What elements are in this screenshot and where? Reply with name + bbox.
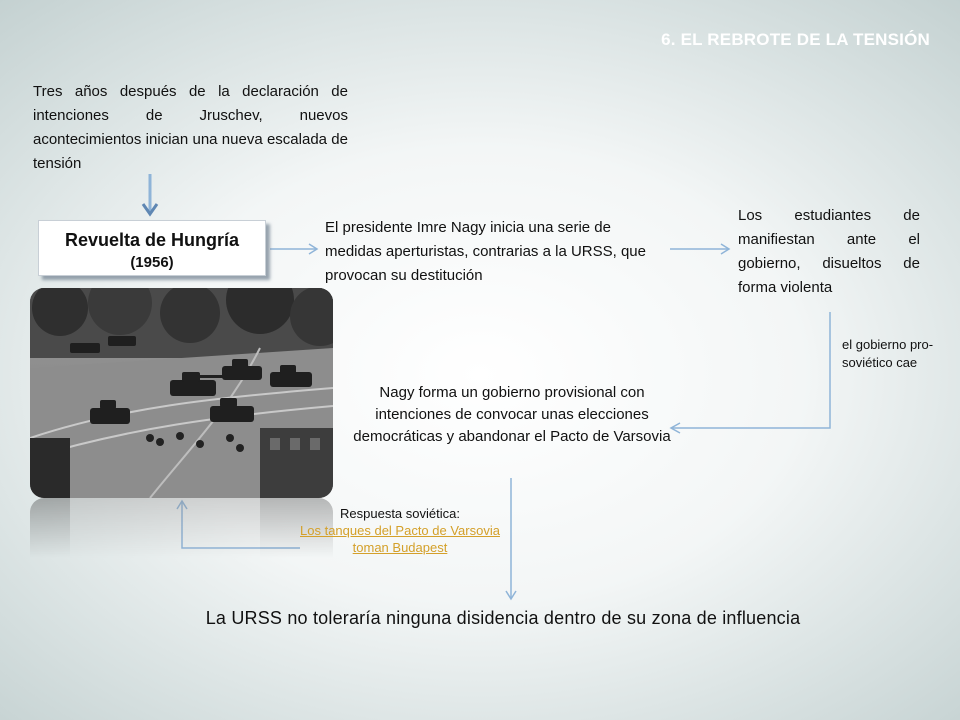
note-government-falls: el gobierno pro-soviético cae	[842, 337, 934, 370]
step-provisional-government: Nagy forma un gobierno provisional con intenciones de convocar unas elecciones democráticas y abandonar el Pacto de Varsovia	[353, 384, 671, 445]
soviet-response	[300, 505, 500, 556]
photo-reflection	[30, 498, 333, 558]
arrow-step1-to-step2	[670, 244, 729, 254]
step-nagy-reforms: El presidente Imre Nagy inicia una serie de medidas aperturistas, contrarias a la URSS, que provocan su destitución	[325, 219, 646, 284]
budapest-tanks-photo	[30, 288, 333, 498]
intro-text: Tres años después de la declaración de intenciones de Jruschev, nuevos acontecimientos inician una nueva escalada de tensión	[33, 83, 348, 172]
response-link[interactable]: Los tanques del Pacto de Varsovia toman Budapest	[300, 523, 500, 555]
step-student-protests: Los estudiantes de manifiestan ante el gobierno, disueltos de forma violenta	[738, 207, 920, 296]
arrow-intro-to-event	[143, 174, 157, 214]
event-box	[38, 220, 266, 276]
response-label: Respuesta soviética:	[340, 506, 460, 521]
arrow-step3-to-conclusion	[506, 478, 516, 599]
slide-title: 6. EL REBROTE DE LA TENSIÓN	[661, 30, 930, 49]
arrow-step2-to-step3	[671, 312, 830, 433]
event-title: Revuelta de Hungría	[64, 230, 240, 250]
conclusion-text: La URSS no toleraría ninguna disidencia dentro de su zona de influencia	[205, 608, 801, 628]
arrow-event-to-step1	[270, 244, 317, 254]
event-year: (1956)	[130, 254, 174, 271]
